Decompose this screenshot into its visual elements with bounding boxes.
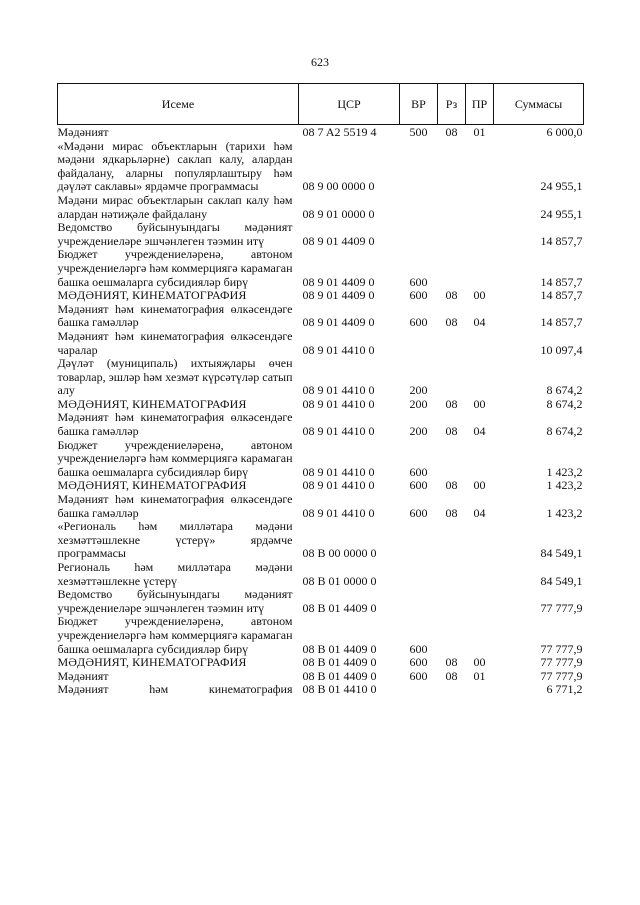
row-rz: 08 [445, 288, 458, 303]
row-vr [400, 221, 438, 248]
row-sum: 77 777,9 [540, 600, 583, 615]
row-csr: 08 7 A2 5519 4 [302, 125, 377, 139]
page-number: 623 [311, 55, 329, 69]
row-rz: 08 [445, 655, 458, 670]
row-csr: 08 9 01 4410 0 [302, 342, 375, 357]
row-sum: 1 423,2 [546, 505, 583, 520]
row-vr: 200 [409, 424, 428, 439]
row-name: Ведомство буйсынуындагы мәдәният учреждениеләре эшчәнлеген тәэмин итү [57, 587, 293, 615]
row-pr: 00 [473, 655, 486, 670]
row-name: Мәдәният [57, 125, 109, 139]
row-csr: 08 9 01 0000 0 [302, 206, 375, 221]
row-vr: 600 [409, 464, 428, 479]
row-pr [466, 615, 494, 656]
row-rz [438, 140, 466, 194]
row-csr: 08 В 01 4409 0 [302, 641, 377, 656]
row-sum: 10 097,4 [540, 342, 583, 357]
table-row [58, 221, 584, 248]
row-csr: 08 В 01 0000 0 [302, 573, 377, 588]
row-sum: 8 674,2 [546, 383, 583, 398]
row-rz [438, 520, 466, 561]
row-sum: 1 423,2 [546, 464, 583, 479]
row-sum: 24 955,1 [540, 206, 583, 221]
row-vr: 600 [409, 478, 428, 493]
row-name: Мәдәният [57, 668, 109, 683]
row-csr: 08 В 01 4409 0 [302, 600, 377, 615]
row-sum: 14 857,7 [540, 315, 583, 330]
row-sum: 8 674,2 [546, 396, 583, 411]
row-name: Ведомство буйсынуындагы мәдәният учреждениеләре эшчәнлеген тәэмин итү [57, 220, 293, 248]
table-row [58, 683, 584, 697]
row-name: Мәдәният һәм кинематография өлкәсендәге башка гамәлләр [57, 301, 293, 330]
row-rz: 08 [445, 478, 458, 493]
row-vr [400, 194, 438, 221]
row-sum: 14 857,7 [540, 288, 583, 303]
row-name: Региональ һәм милләтара мәдәни хезмәттәшлекне үстерү [57, 560, 293, 588]
row-sum: 1 423,2 [546, 478, 583, 493]
row-sum: 77 777,9 [540, 668, 583, 683]
row-rz: 08 [445, 424, 458, 439]
row-rz [438, 683, 466, 697]
row-csr: 08 9 01 4409 0 [302, 288, 375, 303]
row-vr [400, 330, 438, 357]
row-csr: 08 9 01 4410 0 [302, 396, 375, 411]
table-row [58, 303, 584, 330]
row-pr [466, 357, 494, 398]
row-sum: 84 549,1 [540, 573, 583, 588]
row-pr [466, 330, 494, 357]
row-name: Бюджет учреждениеләренә, автоном учреждениеләргә һәм коммерциягә карамаган башка оешмаларга субсидияләр бирү [57, 437, 293, 479]
row-rz [438, 439, 466, 480]
row-rz [438, 615, 466, 656]
table-row [58, 398, 584, 412]
row-vr: 600 [409, 288, 428, 303]
row-rz [438, 194, 466, 221]
row-pr [466, 561, 494, 588]
row-pr [466, 248, 494, 289]
row-csr: 08 9 01 4409 0 [302, 233, 375, 248]
row-rz [438, 248, 466, 289]
row-name: Дәүләт (муниципаль) ихтыяҗлары өчен товарлар, эшләр һәм хезмәт күрсәтүләр сатып алу [57, 356, 293, 398]
row-rz: 08 [445, 505, 458, 520]
row-name: Мәдәният һәм кинематография [57, 682, 293, 697]
row-csr: 08 9 01 4410 0 [302, 424, 375, 439]
row-name: МӘДӘНИЯТ, КИНЕМАТОГРАФИЯ [57, 396, 247, 411]
row-name: Мәдәният һәм кинематография өлкәсендәге чаралар [57, 328, 293, 357]
row-sum: 84 549,1 [540, 546, 583, 561]
row-pr: 00 [473, 288, 486, 303]
row-name: Бюджет учреждениеләренә, автоном учреждениеләргә һәм коммерциягә карамаган башка оешмаларга субсидияләр бирү [57, 614, 293, 656]
row-name: Мәдәният һәм кинематография өлкәсендәге башка гамәлләр [57, 492, 293, 520]
table-row [58, 493, 584, 520]
row-csr: 08 9 01 4410 0 [302, 383, 375, 398]
header-pr: ПР [466, 84, 494, 125]
row-csr: 08 9 01 4409 0 [302, 315, 375, 330]
row-sum: 14 857,7 [540, 274, 583, 289]
table-row [58, 439, 584, 480]
table-row [58, 561, 584, 588]
row-pr [466, 683, 494, 697]
row-csr: 08 9 01 4409 0 [302, 274, 375, 289]
row-rz: 08 [445, 396, 458, 411]
row-pr [466, 439, 494, 480]
row-csr: 08 9 00 0000 0 [302, 179, 375, 194]
table-row [58, 248, 584, 289]
row-pr: 04 [473, 315, 486, 330]
row-csr: 08 В 01 4409 0 [302, 655, 377, 670]
row-pr [466, 221, 494, 248]
row-vr: 600 [409, 505, 428, 520]
table-row [58, 411, 584, 438]
row-vr: 600 [409, 668, 428, 683]
row-sum: 77 777,9 [540, 655, 583, 670]
row-rz [438, 221, 466, 248]
table-row [58, 125, 584, 140]
row-pr: 00 [473, 478, 486, 493]
row-rz: 08 [445, 668, 458, 683]
row-vr: 600 [409, 655, 428, 670]
row-rz [438, 330, 466, 357]
row-name: Бюджет учреждениеләренә, автоном учреждениеләргә һәм коммерциягә карамаган башка оешмаларга субсидияләр бирү [57, 247, 293, 289]
row-vr [400, 561, 438, 588]
row-csr: 08 9 01 4410 0 [302, 505, 375, 520]
row-vr: 500 [409, 125, 428, 139]
row-vr: 600 [409, 641, 428, 656]
table-row [58, 357, 584, 398]
row-rz [438, 357, 466, 398]
row-rz: 08 [445, 315, 458, 330]
row-name: «Региональ һәм милләтара мәдәни хезмәттәшлекне үстерү» ярдәмче программасы [57, 519, 293, 561]
table-row [58, 588, 584, 615]
header-name: Исеме [58, 84, 299, 125]
row-name: Мәдәни мирас объектларын саклап калу һәм алардан нәтиҗәле файдалану [57, 192, 293, 221]
row-vr [400, 140, 438, 194]
row-sum: 6 000,0 [546, 125, 583, 139]
row-csr: 08 9 01 4410 0 [302, 478, 375, 493]
table-row [58, 289, 584, 303]
row-sum: 77 777,9 [540, 641, 583, 656]
row-vr: 200 [409, 383, 428, 398]
table-row [58, 479, 584, 493]
row-csr: 08 В 01 4409 0 [302, 668, 377, 683]
row-vr [400, 683, 438, 697]
row-pr [466, 194, 494, 221]
table-row [58, 656, 584, 670]
table-row [58, 615, 584, 656]
table-row [58, 140, 584, 194]
row-pr [466, 140, 494, 194]
table-row [58, 194, 584, 221]
row-name: МӘДӘНИЯТ, КИНЕМАТОГРАФИЯ [57, 655, 247, 670]
row-sum: 8 674,2 [546, 424, 583, 439]
row-vr: 600 [409, 274, 428, 289]
row-pr: 01 [473, 125, 486, 139]
row-pr: 04 [473, 424, 486, 439]
header-row [58, 84, 584, 125]
row-rz [438, 588, 466, 615]
row-sum: 24 955,1 [540, 179, 583, 194]
row-sum: 14 857,7 [540, 233, 583, 248]
header-rz: Рз [438, 84, 466, 125]
row-pr: 00 [473, 396, 486, 411]
row-rz: 08 [445, 125, 458, 139]
row-pr: 04 [473, 505, 486, 520]
header-sum: Суммасы [494, 84, 584, 125]
row-vr: 200 [409, 396, 428, 411]
row-name: «Мәдәни мирас объектларын (тарихи һәм мәдәни ядкарьләрне) саклап калу, алардан файдалану, аларны популярлаштыру һәм дәүләт саклавы» ярдәмче программасы [57, 138, 293, 194]
row-name: Мәдәният һәм кинематография өлкәсендәге башка гамәлләр [57, 410, 293, 439]
row-rz [438, 561, 466, 588]
row-name: МӘДӘНИЯТ, КИНЕМАТОГРАФИЯ [57, 288, 247, 303]
budget-table [57, 83, 584, 697]
row-vr [400, 588, 438, 615]
row-pr [466, 588, 494, 615]
header-vr: ВР [400, 84, 438, 125]
row-pr: 01 [473, 668, 486, 683]
row-name: МӘДӘНИЯТ, КИНЕМАТОГРАФИЯ [57, 478, 247, 493]
row-csr: 08 В 01 4410 0 [302, 682, 377, 697]
table-row [58, 520, 584, 561]
row-csr: 08 9 01 4410 0 [302, 464, 375, 479]
row-vr: 600 [409, 315, 428, 330]
row-csr: 08 В 00 0000 0 [302, 546, 377, 561]
row-vr [400, 520, 438, 561]
row-sum: 6 771,2 [546, 682, 583, 697]
table-row [58, 670, 584, 684]
table-row [58, 330, 584, 357]
header-csr: ЦСР [299, 84, 400, 125]
row-pr [466, 520, 494, 561]
